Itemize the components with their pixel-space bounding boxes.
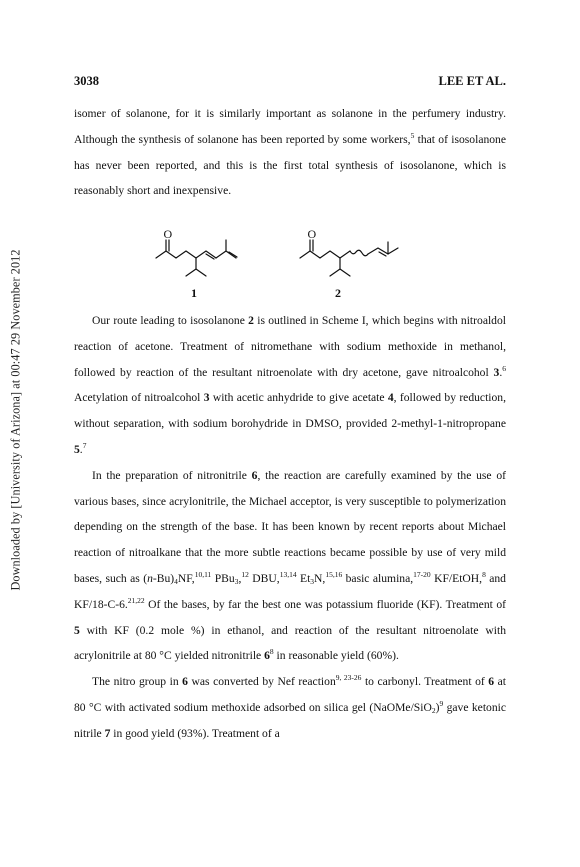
paragraph-intro <box>74 101 506 204</box>
running-head: LEE ET AL. <box>438 74 506 88</box>
text-run: Et <box>296 571 311 585</box>
text-run: and KF/18-C-6. <box>74 571 506 611</box>
text-run: basic alumina, <box>342 571 414 585</box>
chemical-structures <box>150 224 430 300</box>
citation: 7 <box>82 440 87 450</box>
structure-1-isopropyl <box>186 258 196 276</box>
download-note: Downloaded by [University of Arizona] at 00:47 29 November 2012 <box>8 249 23 591</box>
paragraph-nitronitrile <box>74 463 506 669</box>
citation: 5 <box>410 130 415 140</box>
oxygen-atom-2: O <box>307 227 317 241</box>
italic-prefix: n <box>147 571 153 585</box>
compound-ref: 4 <box>387 391 394 405</box>
citation: 9, 23-26 <box>335 673 362 683</box>
structure-figure <box>150 224 430 300</box>
text-run: DBU, <box>248 571 280 585</box>
subscript: 3 <box>234 576 239 586</box>
compound-ref: 6 <box>251 468 258 482</box>
text-run: . <box>499 365 503 379</box>
text-run: In the preparation of nitronitrile <box>92 468 252 482</box>
citation: 8 <box>482 569 486 579</box>
compound-ref: 3 <box>203 391 210 405</box>
text-run: N, <box>314 571 326 585</box>
text-run: . <box>79 442 83 456</box>
citation: 17-20 <box>413 569 431 579</box>
text-run: Our route leading to isosolanone <box>92 314 249 327</box>
text-run: -Bu) <box>152 571 175 585</box>
text-run: isomer of solanone, for it is similarly important as solanone in the perfumery industry. Although the synthesis of solanone has been reported by some workers, <box>74 107 506 146</box>
text-run: gave ketonic nitrile <box>74 700 507 740</box>
subscript: 3 <box>310 576 315 586</box>
download-watermark <box>6 240 26 600</box>
paragraph-nef <box>74 669 506 746</box>
compound-ref: 5 <box>74 442 80 456</box>
text-run: KF/EtOH, <box>430 571 483 585</box>
text-run: with KF (0.2 mole %) in ethanol, and reaction of the resultant nitroenolate with acrylonitrile at 80 °C yielded nitronitrile <box>74 623 506 663</box>
citation: 8 <box>269 647 274 657</box>
compound-ref: 3 <box>493 365 500 379</box>
compound-ref: 6 <box>182 675 188 689</box>
text-run: PBu <box>211 571 235 585</box>
compound-ref: 5 <box>74 623 80 637</box>
text-run: , the reaction are carefully examined by the use of various bases, since acrylonitrile, the Michael acceptor, is very susceptible to polymerization depending on the strength of the base. It has been known by recent reports about Michael reaction of nitroalkane that the more subtle reactions became possible by use of very mild bases, such as ( <box>74 468 506 585</box>
text-run: Acetylation of nitroalcohol <box>74 391 204 405</box>
text-run: , followed by reduction, without separation, with sodium borohydride in DMSO, provided 2-methyl-1-nitropropane <box>74 391 506 431</box>
compound-ref: 2 <box>248 314 254 327</box>
text-run: with acetic anhydride to give acetate <box>209 391 388 405</box>
structure-2-isopropyl-branch <box>340 269 350 276</box>
citation: 15,16 <box>325 569 343 579</box>
text-run: The nitro group in <box>92 675 183 689</box>
structure-2-wavy-bond <box>350 250 368 256</box>
text-run: at 80 °C with activated sodium methoxide adsorbed on silica gel (NaOMe/SiO <box>74 675 507 714</box>
compound-label-1: 1 <box>191 286 197 300</box>
subscript: 2 <box>431 705 436 715</box>
text-run: ) <box>435 700 440 714</box>
citation: 13,14 <box>279 569 297 579</box>
compound-label-2: 2 <box>335 286 341 300</box>
citation: 6 <box>502 363 506 373</box>
structure-2-chain <box>300 251 340 258</box>
structure-1-isopropyl-branch <box>196 269 206 276</box>
citation: 10,11 <box>194 569 212 579</box>
text-run: Of the bases, by far the best one was potassium fluoride (KF). Treatment of <box>144 597 506 611</box>
structure-2-isopropyl <box>330 258 340 276</box>
page-number: 3038 <box>74 74 99 88</box>
structure-1-chain <box>156 251 196 258</box>
citation: 9 <box>439 698 444 708</box>
text-run: , <box>238 571 242 585</box>
text-run: that of isosolanone has never been reported, and this is the first total synthesis of isosolanone, which is reasonably short and inexpensive. <box>74 132 506 198</box>
subscript: 4 <box>174 576 178 586</box>
compound-ref: 6 <box>488 675 495 689</box>
structure-2-alkene <box>368 248 398 254</box>
text-run: NF, <box>177 571 195 585</box>
structure-1-double-bond <box>206 254 214 259</box>
oxygen-atom-1: O <box>163 227 173 241</box>
citation: 21,22 <box>127 595 145 605</box>
compound-ref: 6 <box>264 649 270 663</box>
structure-2-link <box>340 251 350 258</box>
text-run: in good yield (93%). Treatment of a <box>110 726 280 740</box>
text-run: in reasonable yield (60%). <box>273 649 399 663</box>
citation: 12 <box>241 569 249 579</box>
text-run: to carbonyl. Treatment of <box>361 675 489 689</box>
paragraph-route <box>74 308 506 463</box>
compound-ref: 7 <box>104 726 111 740</box>
text-run: was converted by Nef reaction <box>187 675 336 689</box>
text-run: is outlined in Scheme I, which begins with nitroaldol reaction of acetone. Treatment of nitromethane with sodium methoxide in methanol, followed by reaction of the resultant nitroenolate with dry acetone, gave nitroalcohol <box>74 314 506 379</box>
body-text <box>74 308 506 747</box>
